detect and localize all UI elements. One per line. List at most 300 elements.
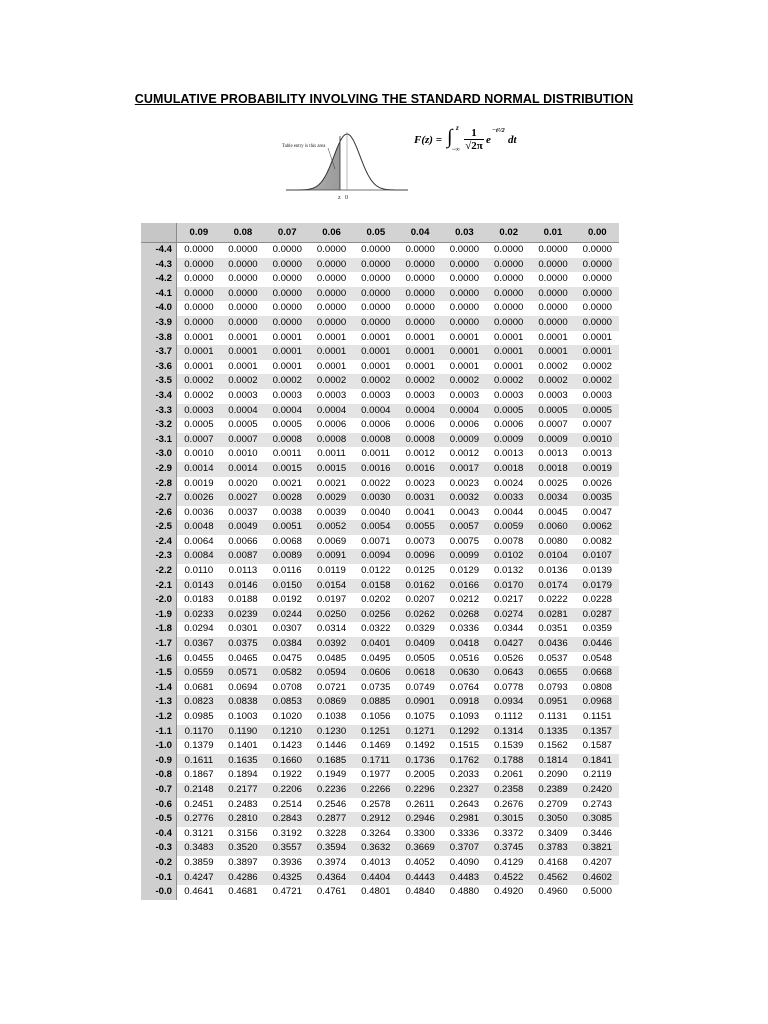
probability-cell: 0.0268 [442,608,486,623]
probability-cell: 0.4801 [354,885,398,900]
probability-cell: 0.2810 [221,812,265,827]
probability-cell: 0.0001 [442,331,486,346]
probability-cell: 0.0003 [575,389,619,404]
probability-cell: 0.0041 [398,506,442,521]
probability-cell: 0.0001 [309,360,353,375]
probability-cell: 0.0901 [398,695,442,710]
probability-cell: 0.1788 [487,754,531,769]
probability-cell: 0.3520 [221,841,265,856]
probability-cell: 0.2090 [531,768,575,783]
probability-cell: 0.0749 [398,681,442,696]
probability-cell: 0.1335 [531,725,575,740]
probability-cell: 0.0000 [575,272,619,287]
probability-cell: 0.1271 [398,725,442,740]
probability-cell: 0.0003 [309,389,353,404]
probability-cell: 0.0001 [265,345,309,360]
probability-cell: 0.0006 [398,418,442,433]
probability-cell: 0.1660 [265,754,309,769]
probability-cell: 0.0048 [177,520,221,535]
probability-cell: 0.0089 [265,549,309,564]
probability-cell: 0.1949 [309,768,353,783]
fraction-numerator: 1 [464,128,484,140]
probability-cell: 0.1020 [265,710,309,725]
table-row [141,331,619,346]
table-row [141,798,619,813]
probability-cell: 0.4681 [221,885,265,900]
probability-cell: 0.0019 [575,462,619,477]
probability-cell: 0.0002 [354,374,398,389]
probability-cell: 0.1685 [309,754,353,769]
probability-cell: 0.0000 [354,287,398,302]
probability-cell: 0.0000 [309,301,353,316]
probability-cell: 0.1230 [309,725,353,740]
probability-cell: 0.0001 [398,360,442,375]
probability-cell: 0.0233 [177,608,221,623]
probability-cell: 0.0002 [575,374,619,389]
table-row [141,681,619,696]
column-header: 0.06 [309,223,353,243]
table-row [141,579,619,594]
probability-cell: 0.0073 [398,535,442,550]
column-header: 0.04 [398,223,442,243]
probability-cell: 0.0052 [309,520,353,535]
integral-upper: z [456,124,459,132]
z-value-cell: -4.2 [141,272,177,287]
probability-cell: 0.0000 [487,316,531,331]
probability-cell: 0.0008 [309,433,353,448]
probability-cell: 0.2776 [177,812,221,827]
table-row [141,272,619,287]
probability-cell: 0.3669 [398,841,442,856]
probability-cell: 0.2327 [442,783,486,798]
probability-cell: 0.0029 [309,491,353,506]
probability-cell: 0.0158 [354,579,398,594]
probability-cell: 0.0005 [531,404,575,419]
probability-cell: 0.0000 [442,272,486,287]
probability-cell: 0.0010 [221,447,265,462]
probability-cell: 0.0001 [177,360,221,375]
probability-cell: 0.0020 [221,477,265,492]
probability-cell: 0.0256 [354,608,398,623]
probability-cell: 0.0150 [265,579,309,594]
probability-cell: 0.0002 [398,374,442,389]
probability-cell: 0.0028 [265,491,309,506]
probability-cell: 0.0113 [221,564,265,579]
probability-cell: 0.0069 [309,535,353,550]
probability-cell: 0.0351 [531,622,575,637]
probability-cell: 0.0000 [177,272,221,287]
probability-cell: 0.0006 [309,418,353,433]
probability-cell: 0.4168 [531,856,575,871]
probability-cell: 0.0004 [398,404,442,419]
probability-cell: 0.0002 [575,360,619,375]
probability-cell: 0.0384 [265,637,309,652]
probability-cell: 0.0014 [177,462,221,477]
exp-power: −t²/2 [492,127,505,134]
table-row [141,549,619,564]
probability-cell: 0.2843 [265,812,309,827]
probability-cell: 0.0009 [531,433,575,448]
probability-cell: 0.0000 [221,258,265,273]
probability-cell: 0.4207 [575,856,619,871]
probability-cell: 0.2877 [309,812,353,827]
probability-cell: 0.0764 [442,681,486,696]
probability-cell: 0.0005 [487,404,531,419]
probability-cell: 0.0045 [531,506,575,521]
probability-cell: 0.0436 [531,637,575,652]
probability-cell: 0.0427 [487,637,531,652]
probability-cell: 0.0001 [354,345,398,360]
probability-cell: 0.0183 [177,593,221,608]
probability-cell: 0.0075 [442,535,486,550]
probability-cell: 0.0102 [487,549,531,564]
probability-cell: 0.0735 [354,681,398,696]
probability-cell: 0.0023 [442,477,486,492]
probability-cell: 0.0001 [531,345,575,360]
probability-cell: 0.3745 [487,841,531,856]
probability-cell: 0.0026 [177,491,221,506]
probability-cell: 0.0003 [265,389,309,404]
probability-cell: 0.1711 [354,754,398,769]
exp-base: e [486,134,491,146]
probability-cell: 0.0004 [221,404,265,419]
column-header: 0.08 [221,223,265,243]
probability-cell: 0.0918 [442,695,486,710]
table-row [141,871,619,886]
probability-cell: 0.0129 [442,564,486,579]
probability-cell: 0.0021 [309,477,353,492]
probability-cell: 0.0000 [221,272,265,287]
probability-cell: 0.0001 [265,331,309,346]
probability-cell: 0.0080 [531,535,575,550]
table-row [141,666,619,681]
probability-cell: 0.1867 [177,768,221,783]
probability-cell: 0.0307 [265,622,309,637]
probability-cell: 0.1922 [265,768,309,783]
probability-cell: 0.0495 [354,652,398,667]
probability-cell: 0.0465 [221,652,265,667]
probability-cell: 0.0000 [309,272,353,287]
probability-cell: 0.0001 [309,331,353,346]
column-header: 0.09 [177,223,221,243]
table-row [141,462,619,477]
probability-cell: 0.0001 [177,345,221,360]
probability-cell: 0.0188 [221,593,265,608]
probability-cell: 0.0116 [265,564,309,579]
probability-cell: 0.0001 [487,345,531,360]
z-value-cell: -4.0 [141,301,177,316]
probability-cell: 0.1977 [354,768,398,783]
probability-cell: 0.0008 [265,433,309,448]
probability-cell: 0.0004 [442,404,486,419]
probability-cell: 0.2514 [265,798,309,813]
probability-cell: 0.0823 [177,695,221,710]
probability-cell: 0.2676 [487,798,531,813]
probability-cell: 0.0002 [265,374,309,389]
probability-cell: 0.0037 [221,506,265,521]
z-value-cell: -1.7 [141,637,177,652]
probability-cell: 0.0033 [487,491,531,506]
z-value-cell: -0.8 [141,768,177,783]
table-row [141,374,619,389]
probability-cell: 0.0681 [177,681,221,696]
probability-cell: 0.0594 [309,666,353,681]
probability-cell: 0.0375 [221,637,265,652]
probability-cell: 0.0016 [354,462,398,477]
probability-cell: 0.2643 [442,798,486,813]
probability-cell: 0.4920 [487,885,531,900]
probability-cell: 0.0000 [487,301,531,316]
probability-cell: 0.0002 [309,374,353,389]
probability-cell: 0.0002 [177,389,221,404]
column-header: 0.02 [487,223,531,243]
probability-cell: 0.0032 [442,491,486,506]
table-row [141,695,619,710]
probability-cell: 0.0000 [309,287,353,302]
probability-cell: 0.0001 [442,360,486,375]
probability-cell: 0.0125 [398,564,442,579]
probability-cell: 0.0000 [442,258,486,273]
probability-cell: 0.0003 [177,404,221,419]
probability-cell: 0.0968 [575,695,619,710]
probability-cell: 0.0409 [398,637,442,652]
probability-cell: 0.0099 [442,549,486,564]
probability-cell: 0.0003 [531,389,575,404]
z-value-cell: -3.0 [141,447,177,462]
probability-cell: 0.0047 [575,506,619,521]
probability-cell: 0.3557 [265,841,309,856]
probability-cell: 0.0000 [531,301,575,316]
z-value-cell: -2.8 [141,477,177,492]
probability-cell: 0.0197 [309,593,353,608]
table-row [141,316,619,331]
probability-cell: 0.2611 [398,798,442,813]
probability-cell: 0.0001 [398,345,442,360]
probability-cell: 0.0222 [531,593,575,608]
probability-cell: 0.0007 [221,433,265,448]
probability-cell: 0.0025 [531,477,575,492]
probability-cell: 0.0000 [265,287,309,302]
probability-cell: 0.0107 [575,549,619,564]
probability-cell: 0.0708 [265,681,309,696]
probability-cell: 0.0250 [309,608,353,623]
z-value-cell: -0.6 [141,798,177,813]
probability-cell: 0.0001 [398,331,442,346]
z-value-cell: -0.5 [141,812,177,827]
z-value-cell: -3.7 [141,345,177,360]
z-value-cell: -4.1 [141,287,177,302]
probability-cell: 0.2119 [575,768,619,783]
probability-cell: 0.4325 [265,871,309,886]
probability-cell: 0.0162 [398,579,442,594]
probability-cell: 0.3372 [487,827,531,842]
probability-cell: 0.0000 [531,287,575,302]
probability-cell: 0.0087 [221,549,265,564]
probability-cell: 0.0606 [354,666,398,681]
probability-cell: 0.0401 [354,637,398,652]
probability-cell: 0.0793 [531,681,575,696]
probability-cell: 0.0060 [531,520,575,535]
probability-cell: 0.0170 [487,579,531,594]
probability-cell: 0.0094 [354,549,398,564]
probability-cell: 0.1736 [398,754,442,769]
probability-cell: 0.0505 [398,652,442,667]
probability-cell: 0.2296 [398,783,442,798]
table-row [141,754,619,769]
z-value-cell: -1.2 [141,710,177,725]
probability-cell: 0.3050 [531,812,575,827]
probability-cell: 0.0000 [309,258,353,273]
table-row [141,287,619,302]
probability-cell: 0.1292 [442,725,486,740]
z-value-cell: -2.5 [141,520,177,535]
probability-cell: 0.0039 [309,506,353,521]
z-label: z [338,195,341,201]
probability-cell: 0.0013 [531,447,575,462]
probability-cell: 0.0000 [487,287,531,302]
probability-cell: 0.0010 [177,447,221,462]
probability-cell: 0.0000 [221,243,265,258]
probability-cell: 0.0344 [487,622,531,637]
probability-cell: 0.0001 [354,360,398,375]
probability-cell: 0.0044 [487,506,531,521]
probability-cell: 0.4364 [309,871,353,886]
probability-cell: 0.1515 [442,739,486,754]
table-row [141,827,619,842]
probability-cell: 0.1093 [442,710,486,725]
probability-cell: 0.1003 [221,710,265,725]
probability-cell: 0.0005 [575,404,619,419]
table-row [141,637,619,652]
probability-cell: 0.1894 [221,768,265,783]
probability-cell: 0.0000 [575,243,619,258]
probability-cell: 0.0000 [487,243,531,258]
probability-cell: 0.3594 [309,841,353,856]
probability-cell: 0.0024 [487,477,531,492]
probability-cell: 0.0003 [442,389,486,404]
probability-cell: 0.0262 [398,608,442,623]
probability-cell: 0.0000 [354,316,398,331]
corner-cell [141,223,177,243]
probability-cell: 0.0228 [575,593,619,608]
z-value-cell: -0.2 [141,856,177,871]
probability-cell: 0.0301 [221,622,265,637]
probability-cell: 0.4522 [487,871,531,886]
probability-cell: 0.0136 [531,564,575,579]
z-value-cell: -2.2 [141,564,177,579]
probability-cell: 0.4562 [531,871,575,886]
table-row [141,725,619,740]
probability-cell: 0.4641 [177,885,221,900]
probability-cell: 0.0001 [309,345,353,360]
probability-cell: 0.0000 [265,301,309,316]
probability-cell: 0.0003 [221,389,265,404]
probability-cell: 0.3409 [531,827,575,842]
probability-cell: 0.0019 [177,477,221,492]
probability-cell: 0.0011 [309,447,353,462]
probability-cell: 0.1170 [177,725,221,740]
probability-cell: 0.3483 [177,841,221,856]
probability-cell: 0.0132 [487,564,531,579]
table-row [141,593,619,608]
probability-cell: 0.0054 [354,520,398,535]
probability-cell: 0.3859 [177,856,221,871]
probability-cell: 0.0853 [265,695,309,710]
probability-cell: 0.0013 [487,447,531,462]
z-value-cell: -2.0 [141,593,177,608]
probability-cell: 0.0000 [487,272,531,287]
table-row [141,447,619,462]
probability-cell: 0.0808 [575,681,619,696]
z-value-cell: -0.9 [141,754,177,769]
probability-cell: 0.0838 [221,695,265,710]
integral-lower: −∞ [452,147,460,153]
probability-cell: 0.0011 [354,447,398,462]
probability-cell: 0.1539 [487,739,531,754]
probability-cell: 0.0000 [309,243,353,258]
probability-cell: 0.3121 [177,827,221,842]
probability-cell: 0.0005 [265,418,309,433]
probability-cell: 0.1469 [354,739,398,754]
probability-cell: 0.0000 [575,301,619,316]
probability-cell: 0.4761 [309,885,353,900]
probability-cell: 0.0027 [221,491,265,506]
probability-cell: 0.3192 [265,827,309,842]
probability-cell: 0.3446 [575,827,619,842]
probability-cell: 0.0007 [531,418,575,433]
probability-cell: 0.0000 [354,301,398,316]
table-row [141,652,619,667]
probability-cell: 0.3974 [309,856,353,871]
table-row [141,622,619,637]
probability-cell: 0.0004 [265,404,309,419]
probability-cell: 0.0015 [265,462,309,477]
probability-cell: 0.2981 [442,812,486,827]
probability-cell: 0.0002 [221,374,265,389]
z-value-cell: -2.6 [141,506,177,521]
probability-cell: 0.0000 [487,258,531,273]
probability-cell: 0.0021 [265,477,309,492]
probability-cell: 0.0294 [177,622,221,637]
probability-cell: 0.0548 [575,652,619,667]
table-row [141,768,619,783]
probability-cell: 0.0359 [575,622,619,637]
probability-cell: 0.0007 [575,418,619,433]
probability-cell: 0.0192 [265,593,309,608]
probability-cell: 0.0059 [487,520,531,535]
probability-cell: 0.1492 [398,739,442,754]
table-row [141,812,619,827]
probability-cell: 0.0001 [487,360,531,375]
probability-cell: 0.0000 [442,243,486,258]
z-value-cell: -3.5 [141,374,177,389]
probability-cell: 0.0001 [221,331,265,346]
probability-cell: 0.0000 [531,272,575,287]
probability-cell: 0.0004 [354,404,398,419]
curve-label: Table entry is this area [282,144,326,149]
probability-cell: 0.0104 [531,549,575,564]
table-row [141,535,619,550]
probability-cell: 0.0001 [531,331,575,346]
probability-cell: 0.0002 [442,374,486,389]
table-row [141,418,619,433]
probability-cell: 0.0051 [265,520,309,535]
probability-cell: 0.2061 [487,768,531,783]
probability-cell: 0.0015 [309,462,353,477]
probability-cell: 0.0000 [531,258,575,273]
probability-cell: 0.4960 [531,885,575,900]
probability-cell: 0.0418 [442,637,486,652]
